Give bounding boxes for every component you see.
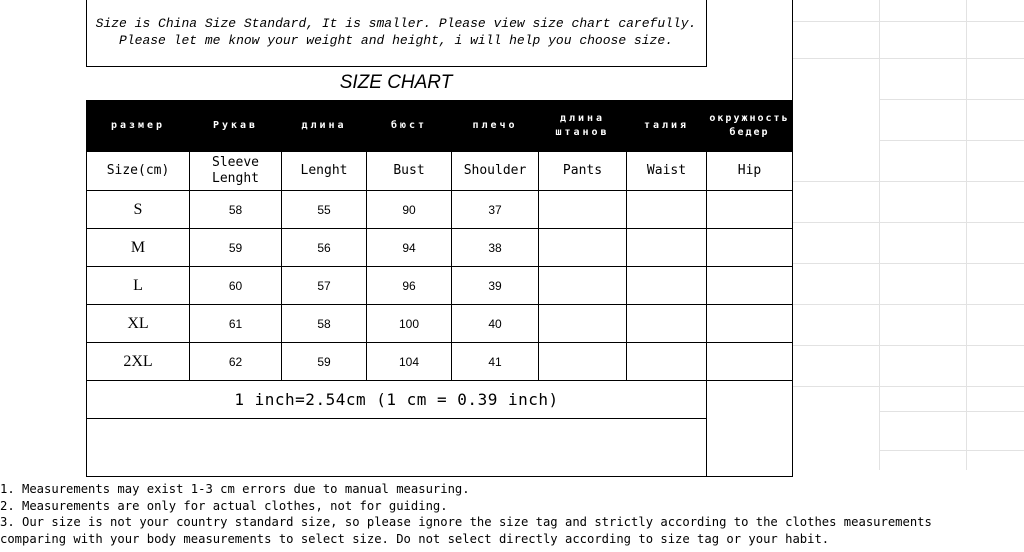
size-chart-table — [86, 100, 793, 477]
cell-sleeve: 58 — [190, 191, 282, 229]
ru-header-waist: талия — [627, 101, 707, 152]
empty-cell — [707, 419, 793, 477]
sheet-gridline — [792, 263, 1024, 264]
header-sleeve: Sleeve Lenght — [190, 152, 282, 191]
cell-sleeve: 62 — [190, 343, 282, 381]
cell-waist — [627, 267, 707, 305]
chart-title: SIZE CHART — [339, 72, 453, 93]
sheet-gridline — [792, 21, 1024, 22]
sheet-gridline — [792, 386, 1024, 387]
cell-pants — [539, 305, 627, 343]
note-3-continued: comparing with your body measurements to select size. Do not select directly according to size tag or your habit. — [0, 531, 830, 546]
cell-waist — [627, 229, 707, 267]
conversion-text: 1 inch=2.54cm (1 cm = 0.39 inch) — [87, 381, 707, 419]
sheet-gridline — [966, 0, 967, 470]
sheet-gridline — [879, 450, 1024, 451]
cell-sleeve: 59 — [190, 229, 282, 267]
header-pants: Pants — [539, 152, 627, 191]
ru-header-length: длина — [282, 101, 367, 152]
cell-waist — [627, 191, 707, 229]
cell-length: 58 — [282, 305, 367, 343]
cell-shoulder: 39 — [452, 267, 539, 305]
note-2: 2. Measurements are only for actual clothes, not for guiding. — [0, 498, 448, 513]
table-row — [87, 343, 793, 381]
right-column-border — [706, 0, 793, 101]
cell-hip — [707, 343, 793, 381]
header-waist: Waist — [627, 152, 707, 191]
cell-bust: 100 — [367, 305, 452, 343]
header-size: Size(cm) — [87, 152, 190, 191]
blank-row — [87, 419, 793, 477]
cell-bust: 90 — [367, 191, 452, 229]
cell-size: 2XL — [87, 343, 190, 381]
ru-header-sleeve: Рукав — [190, 101, 282, 152]
ru-header-hip: окружность бедер — [707, 101, 793, 152]
cell-bust: 96 — [367, 267, 452, 305]
sheet-gridline — [792, 222, 1024, 223]
cell-sleeve: 60 — [190, 267, 282, 305]
cell-pants — [539, 343, 627, 381]
cell-hip — [707, 229, 793, 267]
sheet-gridline — [792, 304, 1024, 305]
sheet-gridline — [879, 140, 1024, 141]
cell-size: S — [87, 191, 190, 229]
sheet-gridline — [792, 345, 1024, 346]
english-header-row — [87, 152, 793, 191]
cell-length: 57 — [282, 267, 367, 305]
sheet-gridline — [879, 411, 1024, 412]
cell-length: 59 — [282, 343, 367, 381]
table-row — [87, 191, 793, 229]
sheet-gridline — [792, 181, 1024, 182]
cell-waist — [627, 305, 707, 343]
header-bust: Bust — [367, 152, 452, 191]
empty-cell — [87, 419, 707, 477]
cell-hip — [707, 305, 793, 343]
empty-cell — [707, 381, 793, 419]
ru-header-pants: длина штанов — [539, 101, 627, 152]
cell-length: 56 — [282, 229, 367, 267]
cell-pants — [539, 267, 627, 305]
notice-line-1: Size is China Size Standard, It is smaller. Please view size chart carefully. — [95, 16, 697, 31]
sheet-gridline — [879, 0, 880, 470]
table-row — [87, 267, 793, 305]
cell-pants — [539, 191, 627, 229]
cell-size: XL — [87, 305, 190, 343]
size-notice — [86, 0, 706, 66]
cell-hip — [707, 267, 793, 305]
table-row — [87, 229, 793, 267]
cell-shoulder: 41 — [452, 343, 539, 381]
cell-size: L — [87, 267, 190, 305]
cell-bust: 94 — [367, 229, 452, 267]
cell-size: M — [87, 229, 190, 267]
notice-line-2: Please let me know your weight and height, i will help you choose size. — [119, 33, 673, 48]
cell-waist — [627, 343, 707, 381]
sheet-gridline — [792, 58, 1024, 59]
ru-header-shoulder: плечо — [452, 101, 539, 152]
cell-shoulder: 40 — [452, 305, 539, 343]
cell-hip — [707, 191, 793, 229]
ru-header-size: размер — [87, 101, 190, 152]
cell-length: 55 — [282, 191, 367, 229]
russian-header-row — [87, 101, 793, 152]
cell-sleeve: 61 — [190, 305, 282, 343]
cell-shoulder: 37 — [452, 191, 539, 229]
cell-shoulder: 38 — [452, 229, 539, 267]
sheet-gridline — [879, 99, 1024, 100]
cell-bust: 104 — [367, 343, 452, 381]
conversion-row — [87, 381, 793, 419]
header-hip: Hip — [707, 152, 793, 191]
table-row — [87, 305, 793, 343]
header-shoulder: Shoulder — [452, 152, 539, 191]
note-3: 3. Our size is not your country standard size, so please ignore the size tag and strictly according to the clothes measurements — [0, 515, 932, 530]
measurement-notes — [0, 481, 1024, 547]
ru-header-bust: бюст — [367, 101, 452, 152]
header-length: Lenght — [282, 152, 367, 191]
cell-pants — [539, 229, 627, 267]
note-1: 1. Measurements may exist 1-3 cm errors due to manual measuring. — [0, 482, 470, 496]
size-rows — [87, 191, 793, 381]
